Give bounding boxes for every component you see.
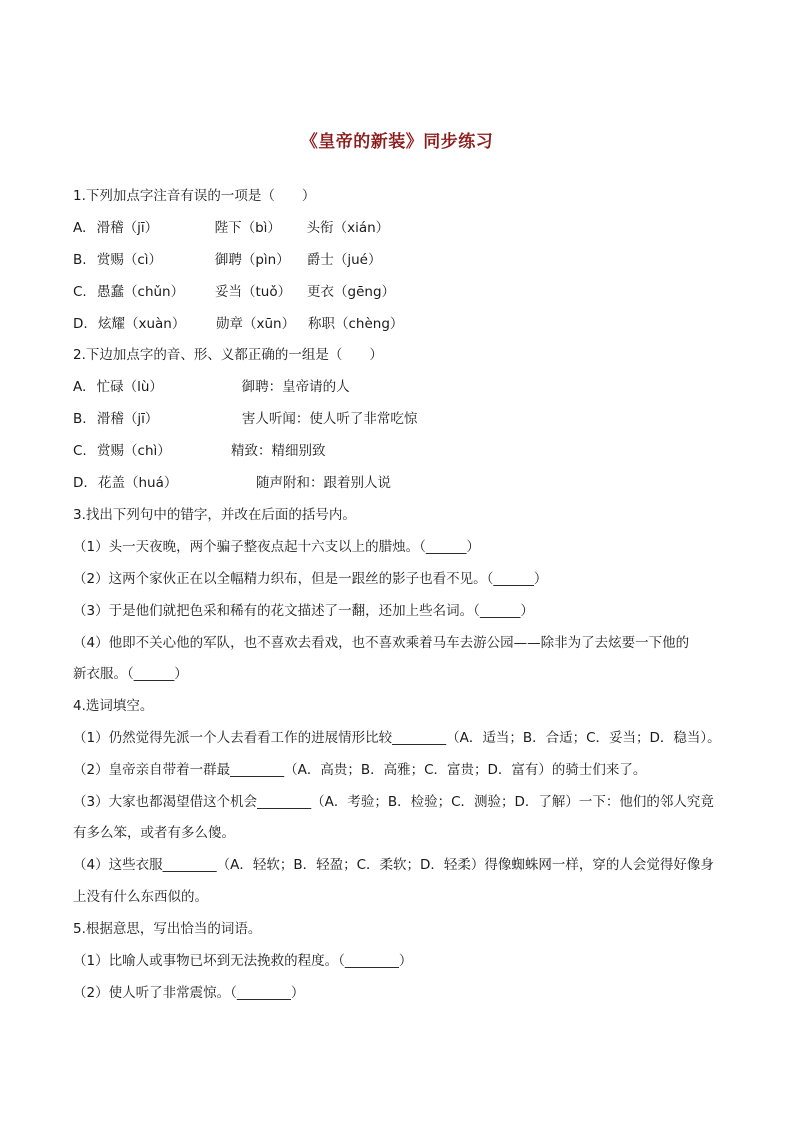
q4-item: 上没有什么东西似的。: [73, 889, 208, 905]
q4-item: （3）大家也都渴望借这个机会________（A．考验；B．检验；C．测验；D．了解）一下：他们的邻人究竟: [73, 794, 714, 810]
q1-option-a: [73, 219, 389, 237]
q1-option-item: 愚蠢（chǔn）: [97, 284, 185, 300]
q1-option-label: D.: [73, 316, 88, 332]
q1-option-c: [73, 283, 395, 301]
q1-option-b: [73, 251, 381, 269]
q2-option-def: 精致：精细别致: [231, 443, 326, 459]
q1-option-item: 头衔（xián）: [306, 220, 390, 236]
q2-option-label: B.: [73, 411, 87, 427]
q1-option-label: A.: [73, 220, 87, 236]
q2-option-word: 滑稽（jī）: [96, 411, 159, 427]
q3-item: （3）于是他们就把色采和稀有的花文描述了一翻，还加上些名词。（______）: [73, 603, 534, 619]
q2-option-b: [73, 410, 417, 428]
q2-option-word: 花盖（huá）: [97, 475, 178, 491]
q1-option-label: B.: [73, 252, 87, 268]
q3-stem: 3.找出下列句中的错字，并改在后面的括号内。: [73, 507, 356, 523]
q1-option-item: 称职（chèng）: [307, 316, 404, 332]
q2-option-word: 赏赐（chì）: [97, 443, 171, 459]
q2-option-a: [73, 378, 350, 396]
q3-item: （1）头一天夜晚，两个骗子整夜点起十六支以上的腊烛。（______）: [73, 539, 480, 555]
q2-option-label: A.: [73, 379, 87, 395]
q5-item: （2）使人听了非常震惊。（________）: [73, 985, 305, 1001]
q1-option-item: 炫耀（xuàn）: [97, 316, 186, 332]
q2-stem: 2.下边加点字的音、形、义都正确的一组是（ ）: [73, 347, 383, 363]
q3-item: （2）这两个家伙正在以全幅精力织布，但是一跟丝的影子也看不见。（______）: [73, 571, 548, 587]
q2-option-def: 害人听闻：使人听了非常吃惊: [241, 411, 418, 427]
q5-stem: 5.根据意思，写出恰当的词语。: [73, 921, 262, 937]
q2-option-label: C.: [73, 443, 87, 459]
q1-option-item: 御聘（pìn）: [214, 252, 290, 268]
q4-item: （2）皇帝亲自带着一群最________（A．高贵；B．高雅；C．富贵；D．富有）的骑士们来了。: [73, 762, 647, 778]
q1-option-item: 陛下（bì）: [214, 220, 281, 236]
q1-option-item: 爵士（jué）: [306, 252, 382, 268]
q2-option-word: 忙碌（lù）: [96, 379, 163, 395]
q1-stem: 1.下列加点字注音有误的一项是（ ）: [73, 188, 316, 204]
q2-option-def: 随声附和：跟着别人说: [255, 475, 391, 491]
page-title: 《皇帝的新装》同步练习: [300, 132, 494, 152]
q4-stem: 4.选词填空。: [73, 698, 154, 714]
q2-option-d: [73, 474, 391, 492]
q1-option-item: 更衣（gēng）: [307, 284, 396, 300]
q4-item: （1）仍然觉得先派一个人去看看工作的进展情形比较________（A．适当；B．合适；C．妥当；D．稳当）。: [73, 730, 721, 746]
q2-option-c: [73, 442, 326, 460]
q4-item: 有多么笨，或者有多么傻。: [73, 825, 235, 841]
q4-item: （4）这些衣服________（A．轻软；B．轻盈；C．柔软；D．轻柔）得像蜘蛛网一样，穿的人会觉得好像身: [73, 857, 714, 873]
q2-option-label: D.: [73, 475, 88, 491]
q3-item: 新衣服。（______）: [73, 666, 188, 682]
q1-option-label: C.: [73, 284, 87, 300]
q1-option-item: 滑稽（jī）: [96, 220, 159, 236]
q1-option-item: 赏赐（cì）: [96, 252, 163, 268]
q1-option-item: 妥当（tuǒ）: [215, 284, 292, 300]
q5-item: （1）比喻人或事物已坏到无法挽救的程度。（________）: [73, 953, 413, 969]
q3-item: （4）他即不关心他的军队，也不喜欢去看戏，也不喜欢乘着马车去游公园——除非为了去炫要一下他的: [73, 635, 690, 651]
q1-option-d: [73, 315, 403, 333]
q2-option-def: 御聘：皇帝请的人: [241, 379, 350, 395]
q1-option-item: 勋章（xūn）: [215, 316, 296, 332]
